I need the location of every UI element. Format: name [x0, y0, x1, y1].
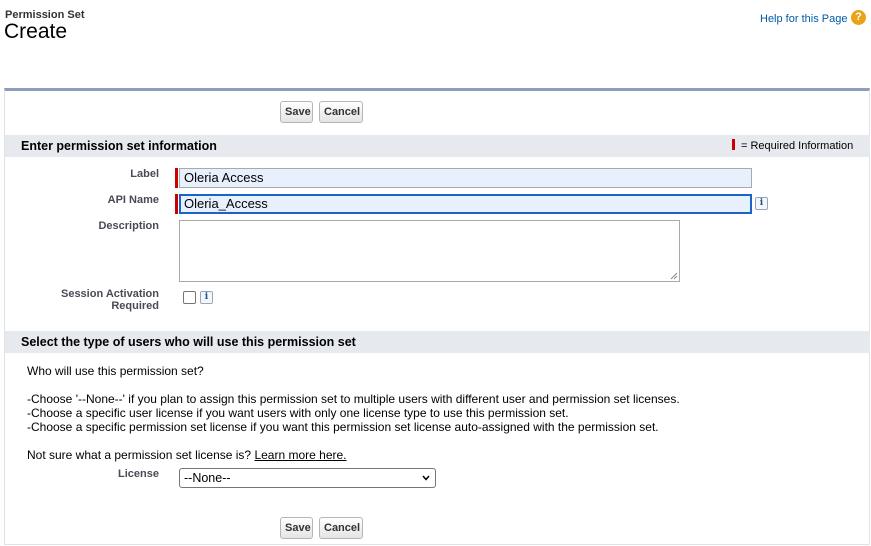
- cancel-button-bottom[interactable]: Cancel: [319, 517, 363, 539]
- instruction-line: -Choose '--None--' if you plan to assign this permission set to multiple users with different user and permission set licenses.: [27, 392, 680, 406]
- section-user-type: [5, 331, 870, 353]
- instruction-line: -Choose a specific permission set license if you want this permission set license auto-assigned with the permission set.: [27, 420, 659, 434]
- section-title: Select the type of users who will use this permission set: [21, 335, 356, 349]
- save-button-top[interactable]: Save: [280, 101, 313, 123]
- help-icon[interactable]: ?: [851, 10, 866, 25]
- api-name-input[interactable]: Oleria_Access: [179, 194, 752, 214]
- cancel-button-top[interactable]: Cancel: [319, 101, 363, 123]
- required-indicator: [175, 194, 178, 214]
- session-activation-label-line1: Session Activation: [60, 288, 159, 300]
- label-field-label: Label: [130, 168, 159, 180]
- chevron-down-icon: [422, 474, 430, 482]
- help-link[interactable]: Help for this Page: [760, 13, 848, 25]
- label-input[interactable]: Oleria Access: [179, 168, 752, 188]
- license-field-label: License: [118, 468, 159, 480]
- learn-more-link[interactable]: Learn more here.: [254, 448, 347, 462]
- required-indicator: [175, 168, 178, 188]
- license-select[interactable]: [179, 468, 436, 488]
- info-icon[interactable]: i: [755, 197, 768, 210]
- page-title: Create: [4, 20, 68, 43]
- resize-grip-icon[interactable]: [670, 272, 678, 280]
- instruction-line: -Choose a specific user license if you want users with only one license type to use this permission set.: [27, 406, 569, 420]
- user-type-question: Who will use this permission set?: [27, 364, 204, 378]
- save-button-bottom[interactable]: Save: [280, 517, 313, 539]
- page-pretitle: Permission Set: [5, 9, 85, 21]
- required-legend-text: = Required Information: [741, 140, 854, 152]
- description-textarea[interactable]: [179, 220, 680, 282]
- license-selected-value: --None--: [184, 471, 231, 485]
- api-name-field-label: API Name: [107, 194, 159, 206]
- not-sure-text: Not sure what a permission set license is?: [27, 448, 252, 462]
- description-field-label: Description: [98, 220, 159, 232]
- required-marker: [732, 139, 735, 150]
- required-legend: [732, 139, 853, 152]
- session-activation-checkbox[interactable]: [183, 291, 196, 304]
- session-activation-field-label: [9, 288, 159, 312]
- section-title: Enter permission set information: [21, 139, 217, 153]
- info-icon[interactable]: i: [200, 291, 213, 304]
- session-activation-label-line2: Required: [111, 300, 159, 312]
- not-sure-line: [27, 448, 347, 462]
